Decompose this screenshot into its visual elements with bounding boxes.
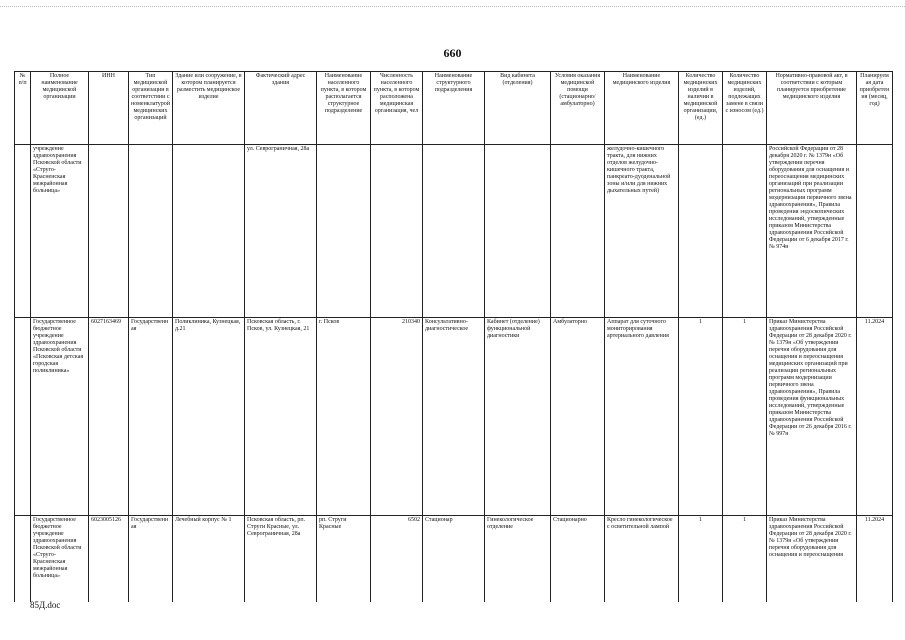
cell-date: [857, 145, 893, 318]
col-header-building: Здание или сооружение, в котором планируется разместить медицинское изделие: [173, 72, 245, 145]
cell-subdivision: Стационар: [423, 516, 485, 603]
col-header-act: Нормативно-правовой акт, в соответствии с которым планируется приобретение медицинского изделия: [767, 72, 857, 145]
cell-device: Кресло гинекологическое с осветительной лампой: [605, 516, 679, 603]
col-header-population: Численность населенного пункта, в котором расположена медицинская организация, чел: [371, 72, 423, 145]
cell-type: Государственная: [129, 318, 173, 516]
cell-org: учреждение здравоохранения Псковской области «Струго-Красненская межрайонная больница»: [31, 145, 89, 318]
cell-locality: [317, 145, 371, 318]
col-header-org: Полное наименование медицинской организации: [31, 72, 89, 145]
cell-address: Псковская область, рп. Струги Красные, ул. Севрограничная, 28а: [245, 516, 317, 603]
cell-qty-replace: [723, 145, 767, 318]
cell-device: желудочно-кишечного тракта, для нижних отделов желудочно-кишечного тракта, панкреато-дуоденальной зоны и/или для нижних дыхательных путей): [605, 145, 679, 318]
cell-act: Российской Федерации от 28 декабря 2020 г. № 1379н «Об утверждении перечня оборудования для оснащения и переоснащения медицинских организаций при реализации региональных программ модернизации первичного звена здравоохранения», Правила проведения эндоскопических исследований, утвержденные приказом Министерства здравоохранения Российской Федерации от 6 декабря 2017 г. № 974н: [767, 145, 857, 318]
cell-building: Поликлиника, Кузнецкая, д.21: [173, 318, 245, 516]
cell-cabinet: Гинекологическое отделение: [485, 516, 551, 603]
cell-act: Приказ Министерства здравоохранения Российской Федерации от 28 декабря 2020 г. № 1379н «Об утверждении перечня оборудования для оснащения и переоснащения медицинских организаций при реализации региональных программ модернизации первичного звена здравоохранения», Правила проведения функциональных исследований, утвержденные приказом Министерства здравоохранения Российской Федерации от 26 декабря 2016 г. № 997н: [767, 318, 857, 516]
col-header-date: Планируемая дата приобретения (месяц, год): [857, 72, 893, 145]
cell-org: Государственное бюджетное учреждение здравоохранения Псковской области «Псковская детская городская поликлиника»: [31, 318, 89, 516]
cell-cabinet: [485, 145, 551, 318]
footer-filename: 85Д.doc: [30, 600, 61, 610]
table-row: [15, 318, 893, 516]
cell-qty-have: [679, 145, 723, 318]
cell-org: Государственное бюджетное учреждение здравоохранения Псковской области «Струго-Красненская межрайонная больница»: [31, 516, 89, 603]
cell-qty-have: 1: [679, 318, 723, 516]
cell-qty-replace: 1: [723, 516, 767, 603]
cell-device: Аппарат для суточного мониторирования артериального давления: [605, 318, 679, 516]
cell-population: 210340: [371, 318, 423, 516]
cell-conditions: Амбулаторно: [551, 318, 605, 516]
cell-population: 6502: [371, 516, 423, 603]
cell-locality: г. Псков: [317, 318, 371, 516]
cell-address: Псковская область, г. Псков, ул. Кузнецкая, 21: [245, 318, 317, 516]
cell-num: [15, 145, 31, 318]
table-row: [15, 516, 893, 603]
cell-building: [173, 145, 245, 318]
cell-conditions: Стационарно: [551, 516, 605, 603]
cell-num: [15, 318, 31, 516]
cell-inn: [89, 145, 129, 318]
page-number: 660: [443, 46, 462, 60]
cell-date: 11.2024: [857, 318, 893, 516]
cell-act: Приказ Министерства здравоохранения Российской Федерации от 28 декабря 2020 г. № 1379н «Об утверждении перечня оборудования для оснащения и переоснащения: [767, 516, 857, 603]
cell-subdivision: [423, 145, 485, 318]
col-header-subdivision: Наименование структурного подразделения: [423, 72, 485, 145]
cell-conditions: [551, 145, 605, 318]
col-header-conditions: Условия оказания медицинской помощи (стационарно/ амбулаторно): [551, 72, 605, 145]
col-header-num: № п/п: [15, 72, 31, 145]
cell-address: ул. Севрограничная, 28а: [245, 145, 317, 318]
table-header-row: [15, 72, 893, 145]
col-header-device: Наименование медицинского изделия: [605, 72, 679, 145]
cell-qty-have: 1: [679, 516, 723, 603]
cell-inn: 6027163469: [89, 318, 129, 516]
cell-date: 11.2024: [857, 516, 893, 603]
cell-building: Лечебный корпус № 1: [173, 516, 245, 603]
cell-num: [15, 516, 31, 603]
cell-locality: рп. Струги Красные: [317, 516, 371, 603]
cell-subdivision: Консультативно-диагностическое: [423, 318, 485, 516]
equipment-table: [14, 71, 893, 602]
cell-type: Государственная: [129, 516, 173, 603]
col-header-inn: ИНН: [89, 72, 129, 145]
col-header-qty-replace: Количество медицинских изделий, подлежащих замене в связи с износом (ед.): [723, 72, 767, 145]
cell-qty-replace: 1: [723, 318, 767, 516]
col-header-address: Фактический адрес здания: [245, 72, 317, 145]
col-header-cabinet: Вид кабинета (отделения): [485, 72, 551, 145]
cell-cabinet: Кабинет (отделение) функциональной диагностики: [485, 318, 551, 516]
col-header-locality: Наименование населенного пункта, в котором располагается структурное подразделение: [317, 72, 371, 145]
scan-top-edge: [0, 6, 905, 8]
col-header-qty-have: Количество медицинских изделий в наличии в медицинской организации, (ед.): [679, 72, 723, 145]
table-row: [15, 145, 893, 318]
cell-type: [129, 145, 173, 318]
cell-inn: 6023005126: [89, 516, 129, 603]
col-header-type: Тип медицинской организации в соответствии с номенклатурой медицинских организаций: [129, 72, 173, 145]
cell-population: [371, 145, 423, 318]
